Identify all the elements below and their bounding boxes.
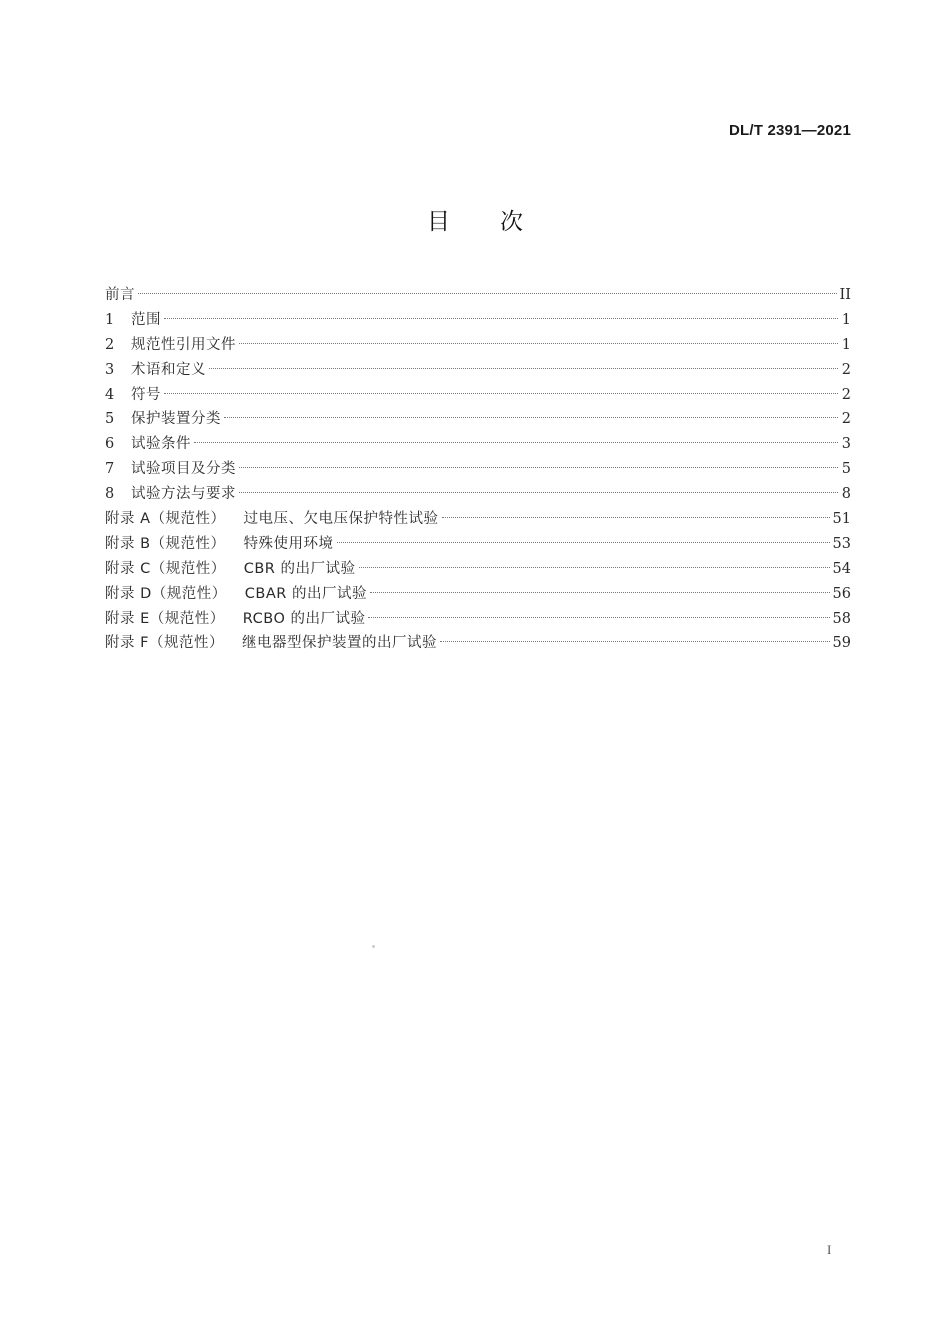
toc-entry-4[interactable] [105,383,851,408]
toc-entry-label: 前言 [105,287,135,303]
toc-entry-number: 6 [105,436,115,453]
toc-entry-label: CBAR 的出厂试验 [244,585,367,602]
toc-entry-8[interactable] [105,482,851,507]
toc-entry-label: 试验项目及分类 [131,461,236,478]
toc-entry-1[interactable] [105,308,851,333]
toc-leader-dots [370,592,830,593]
table-of-contents [105,283,851,656]
toc-appendix-prefix: 附录 F（规范性） [105,635,224,652]
toc-entry-page: 1 [841,336,851,353]
toc-appendix-prefix: 附录 E（规范性） [105,610,225,627]
toc-appendix-prefix: 附录 C（规范性） [105,560,226,577]
toc-leader-dots [164,318,838,319]
toc-leader-dots [209,368,838,369]
document-number: DL/T 2391—2021 [728,122,851,139]
toc-entry-page: 1 [841,311,851,328]
toc-entry-page: 2 [841,386,851,403]
toc-leader-dots [368,617,829,618]
toc-entry-number: 1 [105,311,115,328]
toc-leader-dots [359,567,830,568]
toc-entry-appendix-f[interactable] [105,631,851,656]
toc-entry-number: 4 [105,386,115,403]
toc-entry-number: 7 [105,461,115,478]
toc-title-char-2: 次 [500,209,523,235]
toc-entry-appendix-d[interactable] [105,582,851,607]
toc-entry-page: 54 [832,560,851,577]
toc-entry-number: 3 [105,361,115,378]
toc-entry-number: 8 [105,486,115,503]
toc-leader-dots [442,517,830,518]
toc-entry-7[interactable] [105,457,851,482]
toc-entry-6[interactable] [105,432,851,457]
toc-leader-dots [164,393,838,394]
toc-leader-dots [239,467,838,468]
toc-appendix-prefix: 附录 B（规范性） [105,535,226,552]
toc-entry-label: 试验方法与要求 [131,486,236,503]
toc-entry-page: 5 [841,461,851,478]
toc-entry-2[interactable] [105,333,851,358]
toc-appendix-prefix: 附录 D（规范性） [105,585,227,602]
toc-leader-dots [239,343,838,344]
toc-entry-label: 规范性引用文件 [131,336,236,353]
toc-leader-dots [194,442,838,443]
toc-entry-label: 符号 [131,386,161,403]
toc-leader-dots [337,542,830,543]
toc-entry-page: 51 [832,511,851,528]
toc-entry-label: 术语和定义 [131,361,206,378]
toc-entry-label: CBR 的出厂试验 [243,560,356,577]
toc-entry-page: 2 [841,411,851,428]
toc-entry-label: 范围 [131,311,161,328]
toc-entry-label: 试验条件 [131,436,191,453]
toc-leader-dots [224,417,838,418]
toc-entry-page: 2 [841,361,851,378]
toc-entry-5[interactable] [105,407,851,432]
toc-entry-foreword[interactable] [105,283,851,308]
toc-entry-3[interactable] [105,358,851,383]
toc-title-char-1: 目 [427,209,450,235]
page-folio: I [827,1242,832,1257]
toc-entry-page: 3 [841,436,851,453]
toc-entry-appendix-e[interactable] [105,607,851,632]
toc-entry-number: 2 [105,336,115,353]
toc-entry-label: 保护装置分类 [131,411,221,428]
toc-entry-label: 继电器型保护装置的出厂试验 [241,635,437,652]
toc-title [0,203,950,236]
toc-entry-appendix-a[interactable] [105,507,851,532]
toc-entry-number: 5 [105,411,115,428]
toc-leader-dots [138,293,837,294]
toc-entry-page: 56 [832,585,851,602]
toc-entry-appendix-c[interactable] [105,557,851,582]
toc-entry-page: 8 [841,486,851,503]
toc-entry-label: 特殊使用环境 [243,535,334,552]
toc-entry-appendix-b[interactable] [105,532,851,557]
toc-appendix-prefix: 附录 A（规范性） [105,511,226,528]
toc-entry-page: II [839,287,851,303]
toc-entry-label: 过电压、欠电压保护特性试验 [243,511,439,528]
toc-entry-page: 58 [832,610,851,627]
toc-entry-label: RCBO 的出厂试验 [242,610,366,627]
toc-entry-page: 59 [832,635,851,652]
scan-speck [372,945,375,948]
toc-entry-page: 53 [832,535,851,552]
toc-leader-dots [440,641,830,642]
toc-leader-dots [239,492,838,493]
